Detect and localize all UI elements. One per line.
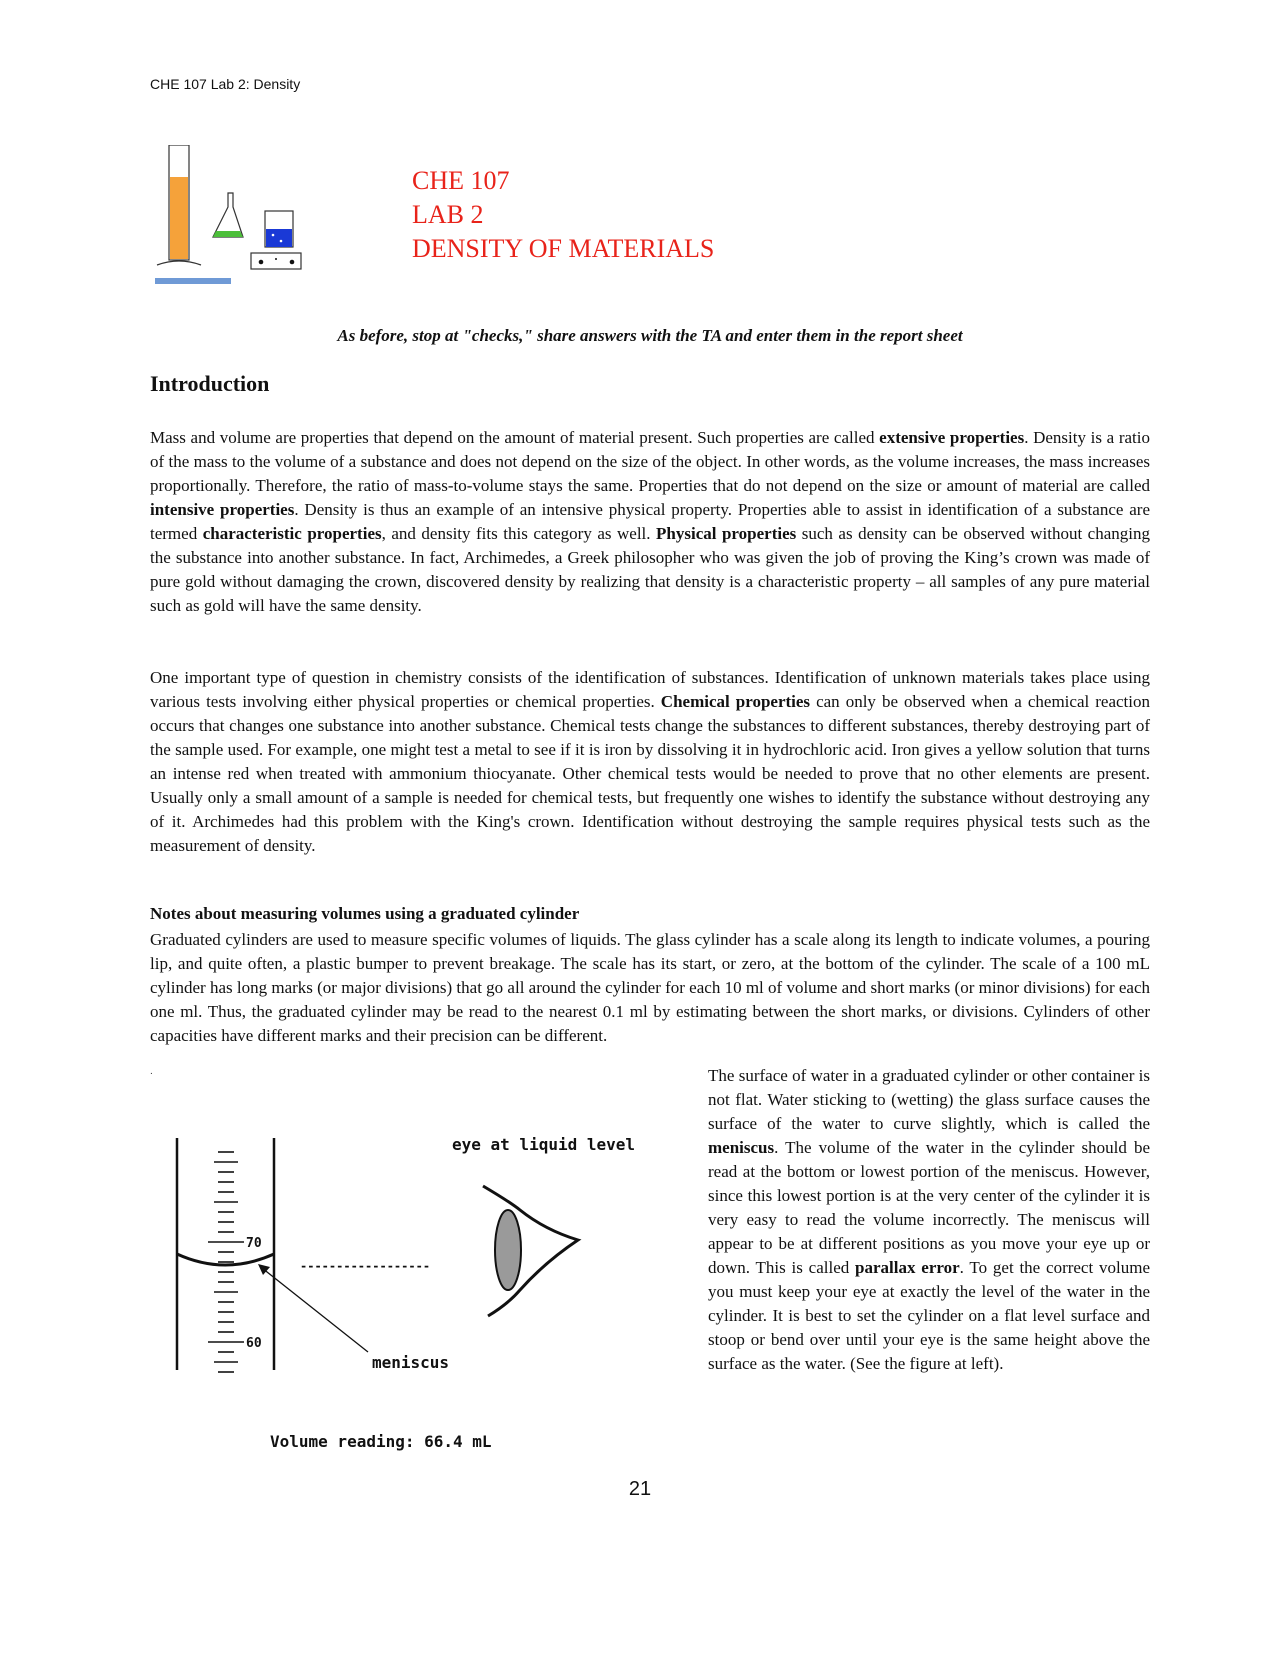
eye-icon — [483, 1186, 578, 1316]
term-physical-properties: Physical properties — [656, 524, 797, 543]
paragraph-graduated-cylinder: Graduated cylinders are used to measure specific volumes of liquids. The glass cylinder has a scale along its length to indicate volumes, a pouring lip, and quite often, a plastic bumper to prevent breakage. The scale has its start, or zero, at the bottom of the cylinder. The scale of a 100 mL cylinder has long marks (or major divisions) that go all around the cylinder for each 10 ml of volume and short marks (or minor divisions) for each one ml. Thus, the graduated cylinder may be read to the nearest 0.1 ml by estimating between the short marks, or divisions. Cylinders of other capacities have different marks and their precision can be different. — [150, 930, 1150, 1045]
paragraph-density-intro: Mass and volume are properties that depend on the amount of material present. Such properties are called extensive properties. Density is a ratio of the mass to the volume of a substance and does not depend on the size of the object. In other words, as the volume increases, the mass increases proportionally. Therefore, the ratio of mass-to-volume stays the same. Properties that do not depend on the size or amount of material are called intensive properties. Density is thus an example of an intensive physical property. Properties able to assist in identification of a substance are termed characteristic properties, and density fits this category as well. Physical properties such as density can be observed without changing the substance into another substance. In fact, Archimedes, a Greek philosopher who was given the job of proving the King’s crown was made of pure gold without damaging the crown, discovered density by realizing that density is a characteristic property – all samples of any pure material such as gold will have the same density. — [150, 428, 1150, 615]
tick-label-70: 70 — [246, 1236, 262, 1251]
meniscus-curve — [177, 1254, 274, 1265]
title-course: CHE 107 — [412, 166, 510, 195]
instruction-note: As before, stop at "checks," share answers with the TA and enter them in the report sheet — [337, 326, 963, 345]
lab-glassware-logo — [155, 145, 325, 305]
figure-caption: Volume reading: 66.4 mL — [270, 1432, 492, 1451]
page-number: 21 — [628, 1478, 652, 1500]
title-lab-number: LAB 2 — [412, 200, 484, 229]
paragraph-identification: One important type of question in chemistry consists of the identification of substances. Identification of unknown materials takes place using various tests involving either physical properties or chemical properties. Chemical properties can only be observed when a chemical reaction occurs that changes one substance into another substance. Chemical tests change the substances to different substances, thereby destroying part of the sample used. For example, one might test a metal to see if it is iron by dissolving it in hydrochloric acid. Iron gives a yellow solution that turns an intense red when treated with ammonium thiocyanate. Other chemical tests would be needed to prove that no other elements are present. Usually only a small amount of a sample is needed for chemical tests, but frequently one wishes to identify the substance without destroying any of it. Archimedes had this problem with the King's crown. Identification without destroying the sample requires physical tests such as the measurement of density. — [150, 668, 1150, 855]
running-header: CHE 107 Lab 2: Density — [150, 76, 301, 92]
section-heading-introduction: Introduction — [150, 371, 270, 396]
sight-line: ------------------ — [300, 1259, 431, 1273]
term-chemical-properties: Chemical properties — [660, 692, 811, 711]
paragraph-meniscus: The surface of water in a graduated cylinder or other container is not flat. Water sticking to (wetting) the glass surface causes the surface of the water to curve slightly, which is called the meniscus. The volume of the water in the cylinder should be read at the bottom or lowest portion of the meniscus. However, since this lowest portion is at the very center of the cylinder it is very easy to read the volume incorrectly. The meniscus will appear to be at different positions as you move your eye up or down. This is called parallax error. To get the correct volume you must keep your eye at exactly the level of the water in the cylinder. It is best to set the cylinder on a flat level surface and stoop or bend over until your eye is the same height above the surface as the water. (See the figure at left). — [708, 1066, 1150, 1373]
term-intensive-properties: intensive properties — [150, 500, 295, 519]
title-topic: DENSITY OF MATERIALS — [412, 234, 715, 263]
notes-heading: Notes about measuring volumes using a graduated cylinder — [150, 904, 580, 923]
term-meniscus: meniscus — [708, 1138, 775, 1157]
document-title — [412, 164, 714, 266]
graduation-ticks — [208, 1152, 244, 1372]
meniscus-figure — [150, 1090, 690, 1470]
tick-label-60: 60 — [246, 1336, 262, 1351]
label-eye-at-liquid-level: eye at liquid level — [452, 1135, 636, 1154]
label-meniscus: meniscus — [372, 1353, 450, 1372]
term-extensive-properties: extensive properties — [879, 428, 1025, 447]
stray-dot: . — [150, 1066, 153, 1077]
term-parallax-error: parallax error — [855, 1258, 960, 1277]
term-characteristic-properties: characteristic properties — [202, 524, 382, 543]
